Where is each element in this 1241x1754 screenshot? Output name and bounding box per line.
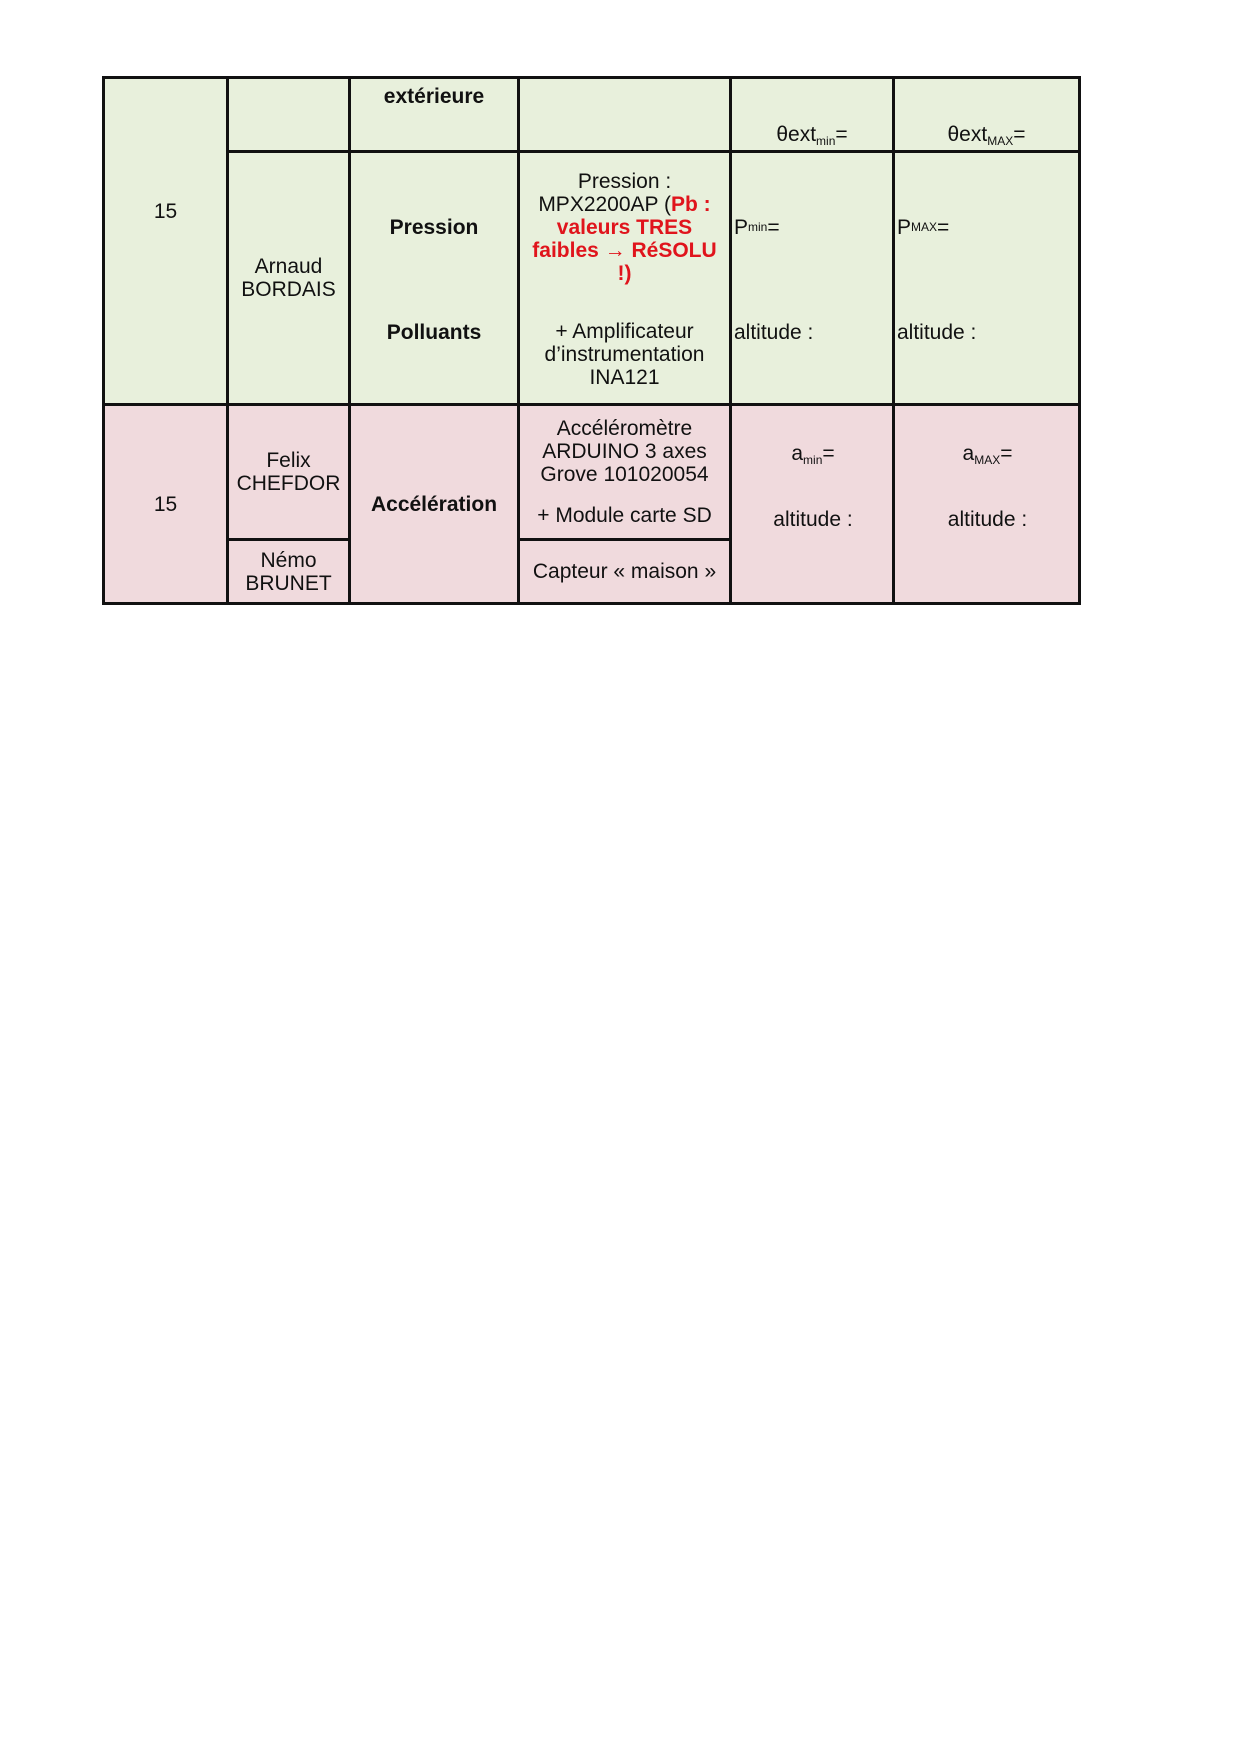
- sensor-accel-line1: Accéléromètre: [556, 417, 693, 440]
- student-cell-chefdor: [228, 405, 350, 540]
- table-row-exterior-temperature: [104, 78, 1080, 152]
- quantity-cell-pression: [350, 152, 519, 405]
- sensor-homemade-label: Capteur « maison »: [532, 560, 717, 583]
- accel-max-cell: [894, 405, 1080, 604]
- pressure-min-suffix: =: [767, 215, 780, 239]
- sensor-pression-note-start: Pb :: [671, 192, 711, 216]
- student-last-name-2: CHEFDOR: [236, 472, 341, 495]
- student-cell-brunet: [228, 540, 350, 604]
- theta-max-base: θext: [947, 123, 988, 146]
- sensor-cell-accelerometer: [519, 405, 731, 540]
- sensor-amplifier-line2: d’instrumentation: [544, 342, 705, 366]
- sensor-pression-line1: Pression :: [577, 169, 672, 193]
- altitude-max-label: altitude :: [897, 320, 977, 344]
- theta-max-sub: MAX: [987, 134, 1014, 148]
- group-number-cell-2: [104, 405, 228, 604]
- theta-max-suffix: =: [1013, 123, 1026, 146]
- sensor-accel-line2: ARDUINO 3 axes: [542, 440, 707, 463]
- theta-min-suffix: =: [835, 123, 848, 146]
- group-number: 15: [153, 200, 178, 223]
- sensor-cell-pression: [519, 152, 731, 405]
- quantity-label-pression: Pression: [389, 215, 479, 239]
- theta-min-sub: min: [816, 134, 836, 148]
- theta-max-cell: [894, 78, 1080, 152]
- accel-max-base: a: [962, 442, 975, 465]
- table-row-pression: [104, 152, 1080, 405]
- pressure-max-suffix: =: [937, 215, 950, 239]
- quantity-cell-acceleration: [350, 405, 519, 604]
- accel-min-sub: min: [803, 453, 823, 467]
- group-number-2: 15: [153, 492, 178, 516]
- accel-max-sub: MAX: [974, 453, 1001, 467]
- theta-min-base: θext: [776, 123, 817, 146]
- pressure-min-base: P: [734, 215, 749, 239]
- sensor-pression-note-line3: faibles → RéSOLU !): [532, 238, 717, 285]
- sensor-pression-note-line2: valeurs TRES: [556, 215, 693, 239]
- sensor-cell-empty: [519, 78, 731, 152]
- student-cell-bordais: [228, 152, 350, 405]
- table-row-acceleration: [104, 405, 1080, 540]
- quantity-label-acceleration: Accélération: [370, 492, 498, 516]
- accel-min-suffix: =: [822, 442, 835, 465]
- sensor-table: [102, 76, 1081, 605]
- sensor-cell-homemade: [519, 540, 731, 604]
- student-last-name-3: BRUNET: [245, 571, 332, 595]
- table-fragment: [102, 85, 1078, 604]
- altitude-min-label-2: altitude :: [773, 508, 853, 531]
- student-first-name-2: Felix: [266, 449, 311, 472]
- accel-min-base: a: [791, 442, 804, 465]
- quantity-cell-exterior: [350, 78, 519, 152]
- quantity-label-polluants: Polluants: [386, 320, 482, 344]
- sensor-pression-model: MPX2200AP (: [538, 192, 671, 216]
- accel-max-suffix: =: [1000, 442, 1013, 465]
- group-number-cell: [104, 78, 228, 405]
- theta-min-cell: [731, 78, 894, 152]
- student-first-name-3: Némo: [260, 548, 317, 572]
- student-cell-empty: [228, 78, 350, 152]
- altitude-max-label-2: altitude :: [947, 508, 1028, 531]
- sensor-amplifier-line1: + Amplificateur: [555, 319, 694, 343]
- sensor-accel-line3: Grove 101020054: [540, 463, 709, 486]
- quantity-label-exterior: extérieure: [383, 85, 485, 108]
- pressure-max-cell: P MAX = altitude :: [894, 152, 1080, 405]
- pressure-max-base: P: [897, 215, 912, 239]
- altitude-min-label: altitude :: [734, 320, 814, 344]
- sensor-sd-module: + Module carte SD: [537, 504, 712, 527]
- student-last-name: BORDAIS: [241, 278, 336, 301]
- accel-min-cell: [731, 405, 894, 604]
- pressure-min-cell: P min = altitude :: [731, 152, 894, 405]
- student-first-name: Arnaud: [254, 255, 323, 278]
- sensor-amplifier-line3: INA121: [589, 365, 660, 389]
